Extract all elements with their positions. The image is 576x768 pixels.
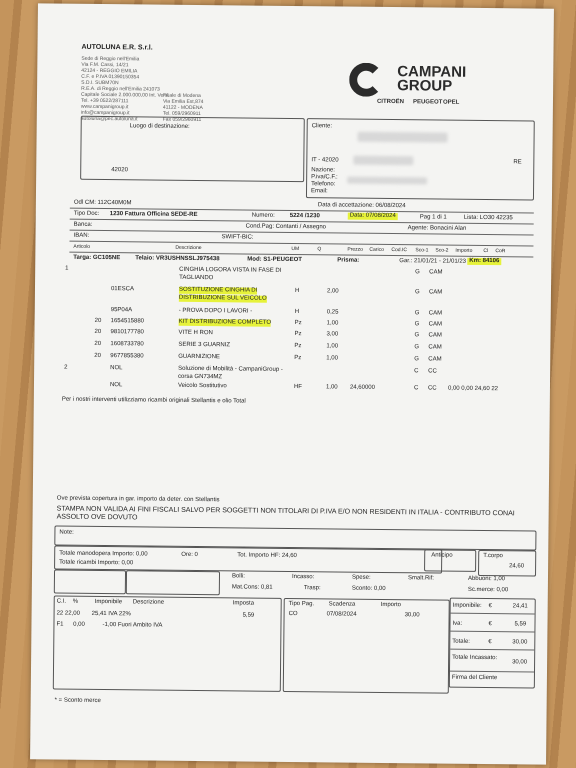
empty-box xyxy=(54,570,126,595)
logo-text: CAMPANI GROUP xyxy=(397,63,467,95)
tcorpo-box: T.corpo 24,60 xyxy=(478,550,536,577)
branch-address: Filiale di Modena Via Emilia Est,874 41122 - MODENA Tel. 059/2960911 Fax 059/2960911 xyxy=(162,92,204,124)
client-province: RE xyxy=(513,159,522,166)
agent: Agente: Bonacini Alan xyxy=(407,225,467,232)
number-label: Numero: xyxy=(251,212,275,219)
vehicle-km: Km: 84106 xyxy=(467,258,501,265)
totals-box: Totale manodopera Importo: 0,00 Totale ricambi Importo: 0,00 Ore: 0 Tot. Importo HF: 24,60 xyxy=(54,546,442,574)
redacted-city xyxy=(353,156,413,166)
client-city-code: IT - 42020 xyxy=(311,157,339,164)
invoice-date: Data: 07/08/2024 xyxy=(348,213,398,221)
coverage-note: Ove prevista copertura in gar. importo da deter. con Stellantis xyxy=(56,495,220,504)
vehicle-plate: Targa: GC105NE xyxy=(73,254,121,262)
summary-box: Imponibile: € 24,41 Iva: € 5,59 Totale: € 30,00 Totale Incassato: 30,00 Firma del Cliente xyxy=(449,598,536,689)
odl-number: Odl CM: 112C40M0M xyxy=(73,199,132,207)
company-address: Sede di Reggio nell'Emilia Via F.M. Cassi, 14/21 42124 - REGGIO EMILIA C.F. e P.IVA 01390150354 S.D.I. SUBM70N R.E.A. di Reggio nell'Emilia 241073 Capitale Sociale 2.000.000,00 Int. Vers. Tel. +39 0522/287111 www.campanigroup.it info@campanigroup.it autoluna@pec.autoluna.it xyxy=(80,55,169,123)
vat-row: F1 0,00 -1,00 Fuori Ambito IVA xyxy=(56,621,163,629)
line-item: corsa GN734MZ xyxy=(178,373,223,381)
opel-brand: OPEL xyxy=(442,99,460,106)
doc-type: 1230 Fattura Officina SEDE-RE xyxy=(109,211,198,219)
line-item: DISTRIBUZIONE SUL VEICOLO xyxy=(178,294,267,302)
destination-box xyxy=(80,116,305,182)
empty-box xyxy=(126,570,220,595)
client-box xyxy=(306,118,535,200)
price-list: Lista: LO30 42235 xyxy=(463,214,513,222)
advance-box: Anticipo xyxy=(424,549,476,572)
stamp-notice: STAMPA NON VALIDA AI FINI FISCALI SALVO PER SOGGETTI NON TITOLARI DI P.IVA E/O NON RESIDENTI IN ITALIA - CONTRIBUTO CONAI ASSOLTO OVE DOVUTO xyxy=(56,505,515,522)
parts-note: Per i nostri interventi utilizziamo ricambi originali Stellantis e olio Total xyxy=(61,396,246,405)
vat-box: C.I. % Imponibile Descrizione Imposta 22 22,00 25,41 IVA 22% 5,59 F1 0,00 -1,00 Fuori Ambito IVA xyxy=(53,596,282,692)
invoice-sheet: AUTOLUNA E.R. S.r.l. Sede di Reggio nell'Emilia Via F.M. Cassi, 14/21 42124 - REGGIO EMILIA C.F. e P.IVA 01390150354 S.D.I. SUBM70N R.E.A. di Reggio nell'Emilia 241073 Capitale Sociale 2.000.000,00 Int. Vers. Tel. +39 0522/287111 www.campanigroup.it info@campanigroup.it autoluna@pec.autoluna.it Filiale di Modena Via Emilia Est,874 41122 - MODENA Tel. 059/2960911 Fax 059/2960911 CAMPANI GROUP CITROËN PEUGEOT OPEL Luogo di destinazione: 42020 Cliente: IT - 42020 RE Nazione: P.iva/C.F.: Telefono: Email: Odl CM: 112C40M0M Data di accettazione: 06/08/2024 Tipo Doc: 1230 Fattura Officina SEDE-RE Numero: 5224 /1230 Data: 07/08/2024 Pag 1 di 1 Lista: LO30 42235 Banca: Cond.Pag: Contanti / Assegno Agente: Bonacini Alan IBAN: SWIFT-BIC: Articolo Descrizione UM Q Prezzo Carico Cod.IC Sco-1 Sco-2 Importo Cl CoR Targa: GC105NE Telaio: VR3USHNSSLJ975438 Mod: S1-PEUGEOT Prisma: Gar.: 21/01/21 - 21/01/23 Km: 84106 1 CINGHIA LOGORA VISTA IN FASE DI G CAM TAGLIANDO 01ESCA SOSTITUZIONE CINGHIA DI H 2,00 G CAM DISTRIBUZIONE SUL VEICOLO 95P04A - PROVA DOPO I LAVORI - H 0,25 G CAM 20 1654515880 KIT DISTRIBUZIONE COMPLETO Pz 1,00 G CAM 20 9810177780 VITE H RON Pz 3,00 G CAM 20 1608733780 SERIE 3 GUARNIZ Pz 1,00 G CAM 20 9677855380 GUARNIZIONE Pz 1,00 G CAM 2 NOL Soluzione di Mobilità - CampaniGroup - C CC corsa GN734MZ NOL Veicolo Sostitutivo HF 1,00 24,60000 C CC 0,00 0,00 24,60 22 Per i nostri interventi utilizziamo ricambi originali Stellantis e olio Total Ove prevista copertura in gar. importo da deter. con Stellantis STAMPA NON VALIDA AI FINI FISCALI SALVO PER SOGGETTI NON TITOLARI DI P.IVA E/O NON RESIDENTI IN ITALIA - CONTRIBUTO CONAI ASSOLTO OVE DOVUTO Note: Totale manodopera Importo: 0,00 Totale ricambi Importo: 0,00 Ore: 0 Tot. Importo HF: 24,60 Anticipo T.corpo 24,60 Bolli: Incasso: Spese: Smalt.Rif: Abbuoni: 1,00 Mat.Cons: 0,81 Trasp: Sconto: 0,00 Sc.merce: 0,00 C.I. % Imponibile Descrizione Imposta 22 22,00 25,41 IVA 22% 5,59 F1 0,00 -1,00 Fuori Ambito IVA Tipo Pag. Scadenza Importo CO 07/08/2024 30,00 Imponibile: € 24,41 Iva: € 5,59 Totale: € 30,00 Totale Incassato: 30,00 Firma del Cliente * = Sconto merce xyxy=(30,3,554,764)
payment-terms: Cond.Pag: Contanti / Assegno xyxy=(245,223,327,231)
swift-label: SWIFT-BIC: xyxy=(221,234,254,241)
doc-type-label: Tipo Doc: xyxy=(73,210,100,217)
client-fields: Nazione: P.iva/C.F.: Telefono: Email: xyxy=(310,167,338,195)
acceptance-date: Data di accettazione: 06/08/2024 xyxy=(317,202,406,210)
destination-postal: 42020 xyxy=(111,167,128,174)
client-label: Cliente: xyxy=(311,123,333,130)
destination-label: Luogo di destinazione: xyxy=(129,123,190,130)
company-name: AUTOLUNA E.R. S.r.l. xyxy=(81,43,153,52)
column-headers: Articolo Descrizione UM Q Prezzo Carico Cod.IC Sco-1 Sco-2 Importo Cl CoR xyxy=(73,243,506,255)
peugeot-brand: PEUGEOT xyxy=(412,99,443,106)
redacted-vat xyxy=(347,177,427,185)
notes-label: Note: xyxy=(59,529,74,536)
citroen-brand: CITROËN xyxy=(376,98,404,106)
vehicle-frame: Telaio: VR3USHNSSLJ975438 xyxy=(135,255,220,263)
payment-box: Tipo Pag. Scadenza Importo CO 07/08/2024 30,00 xyxy=(283,598,450,694)
iban-label: IBAN: xyxy=(73,232,90,239)
vat-row: 22 22,00 25,41 IVA 22% 5,59 xyxy=(56,610,255,619)
line-item: TAGLIANDO xyxy=(179,274,214,282)
campani-logo-icon xyxy=(349,63,383,97)
vehicle-warranty: Gar.: 21/01/21 - 21/01/23 xyxy=(399,258,467,265)
redacted-client-name xyxy=(358,132,448,143)
bank-label: Banca: xyxy=(73,221,93,228)
invoice-number: 5224 /1230 xyxy=(289,212,320,220)
vehicle-model: Mod: S1-PEUGEOT xyxy=(247,256,303,264)
vehicle-prisma: Prisma: xyxy=(337,257,360,264)
page-count: Pag 1 di 1 xyxy=(419,214,447,221)
footnote: * = Sconto merce xyxy=(54,697,101,705)
